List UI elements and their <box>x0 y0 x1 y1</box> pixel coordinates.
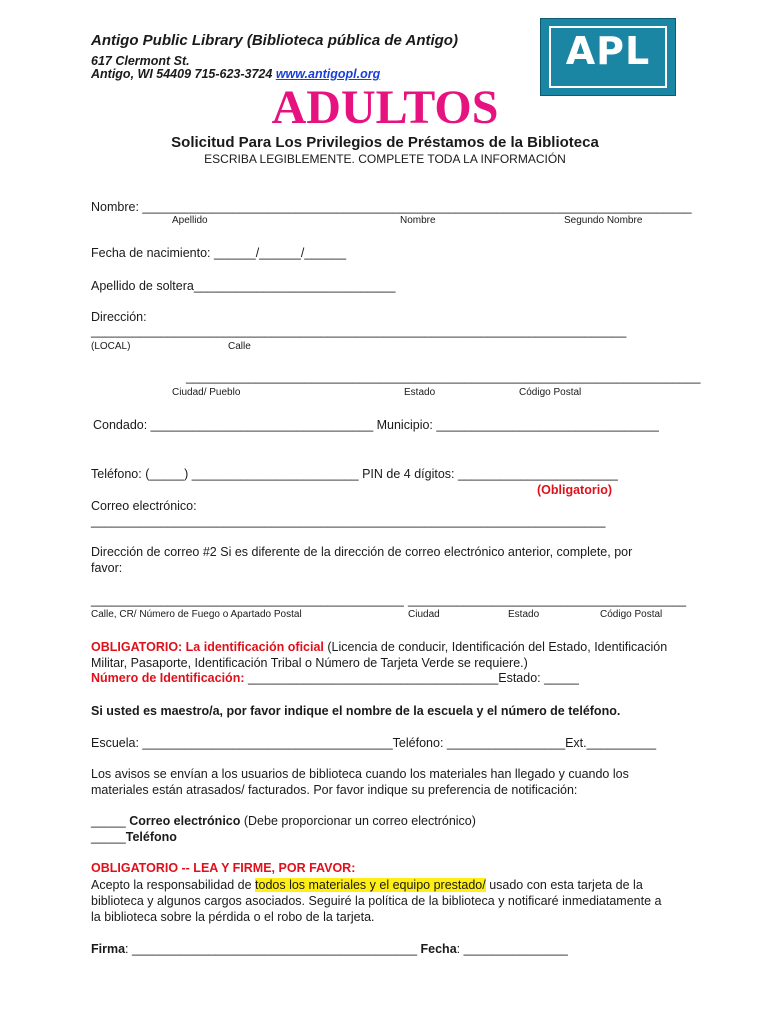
email-label: Correo electrónico: <box>91 499 197 513</box>
signature-date-field[interactable]: Firma: _________________________________________ Fecha: _______________ <box>91 942 568 956</box>
notify-email-option[interactable]: _____ Correo electrónico (Debe proporcionar un correo electrónico) <box>91 814 476 828</box>
mail2-sub-zip: Código Postal <box>600 609 663 620</box>
library-city-phone: Antigo, WI 54409 715-623-3724 www.antigopl.org <box>91 67 381 81</box>
county-municipality-field[interactable]: Condado: ________________________________ Municipio: ________________________________ <box>93 418 659 432</box>
notices-text: Los avisos se envían a los usuarios de biblioteca cuando los materiales han llegado y cuando los <box>91 767 629 781</box>
form-subtitle: Solicitud Para Los Privilegios de Préstamos de la Biblioteca <box>171 134 599 151</box>
name-field[interactable]: Nombre: _______________________________________________________________________________ <box>91 200 692 214</box>
school-phone-field[interactable]: Escuela: ____________________________________Teléfono: _________________Ext.__________ <box>91 736 657 750</box>
id-requirement-cont: Militar, Pasaporte, Identificación Tribal o Número de Tarjeta Verde se requiere.) <box>91 656 528 670</box>
agreement-heading: OBLIGATORIO -- LEA Y FIRME, POR FAVOR: <box>91 861 356 875</box>
agreement-highlight: todos los materiales y el equipo prestado/ <box>255 878 486 892</box>
name-sub-first: Nombre <box>400 215 436 226</box>
birth-date-field[interactable]: Fecha de nacimiento: ______/______/______ <box>91 246 347 260</box>
name-sub-last: Apellido <box>172 215 208 226</box>
notify-phone-option[interactable]: _____Teléfono <box>91 830 177 844</box>
address-label: Dirección: <box>91 310 147 324</box>
mail2-street-line[interactable]: _____________________________________________ <box>91 593 404 607</box>
mail2-sub-state: Estado <box>508 609 540 620</box>
id-required-label: OBLIGATORIO: La identificación oficial <box>91 640 324 654</box>
pin-required-note: (Obligatorio) <box>537 483 612 497</box>
id-number-field[interactable]: Número de Identificación: ____________________________________Estado: _____ <box>91 671 579 685</box>
mail2-sub-street: Calle, CR/ Número de Fuego o Apartado Postal <box>91 609 302 620</box>
phone-pin-field[interactable]: Teléfono: (_____) ________________________ PIN de 4 dígitos: _______________________ <box>91 467 618 481</box>
agreement-text-cont: biblioteca y algunos cargos asociados. Seguiré la política de la biblioteca y notificaré inmediatamente a <box>91 894 662 908</box>
address-sub-local: (LOCAL) <box>91 341 131 352</box>
address-street-line[interactable]: _____________________________________________________________________________ <box>91 324 627 338</box>
id-number-label: Número de Identificación: <box>91 671 245 685</box>
logo-text: APL <box>565 29 651 73</box>
mail2-city-line[interactable]: ________________________________________ <box>408 593 687 607</box>
date-label: Fecha <box>420 942 457 956</box>
signature-label: Firma <box>91 942 126 956</box>
agreement-text-end: la biblioteca sobre la pérdida o el robo de la tarjeta. <box>91 910 375 924</box>
mail2-instructions-cont: favor: <box>91 561 123 575</box>
teacher-note: Si usted es maestro/a, por favor indique el nombre de la escuela y el número de teléfono. <box>91 704 621 718</box>
id-requirement: OBLIGATORIO: La identificación oficial (Licencia de conducir, Identificación del Estado, Identificación <box>91 640 668 654</box>
address-sub-city: Ciudad/ Pueblo <box>172 387 241 398</box>
mail2-sub-city: Ciudad <box>408 609 440 620</box>
notices-text-cont: materiales están atrasados/ facturados. Por favor indique su preferencia de notificación: <box>91 783 578 797</box>
email-field[interactable]: __________________________________________________________________________ <box>91 514 606 528</box>
address-sub-zip: Código Postal <box>519 387 582 398</box>
form-instructions: ESCRIBA LEGIBLEMENTE. COMPLETE TODA LA INFORMACIÓN <box>204 152 566 166</box>
name-sub-middle: Segundo Nombre <box>564 215 643 226</box>
library-name: Antigo Public Library (Biblioteca pública de Antigo) <box>91 32 458 49</box>
library-street: 617 Clermont St. <box>91 54 190 68</box>
address-sub-street: Calle <box>228 341 251 352</box>
maiden-name-field[interactable]: Apellido de soltera_____________________________ <box>91 279 396 293</box>
address-city-line[interactable]: __________________________________________________________________________ <box>186 370 701 384</box>
mail2-instructions: Dirección de correo #2 Si es diferente de la dirección de correo electrónico anterior, complete, por <box>91 545 633 559</box>
form-title: ADULTOS <box>271 81 499 134</box>
agreement-text: Acepto la responsabilidad de todos los materiales y el equipo prestado/ usado con esta tarjeta de la <box>91 878 643 892</box>
library-website-link[interactable]: www.antigopl.org <box>275 67 381 81</box>
address-sub-state: Estado <box>404 387 436 398</box>
